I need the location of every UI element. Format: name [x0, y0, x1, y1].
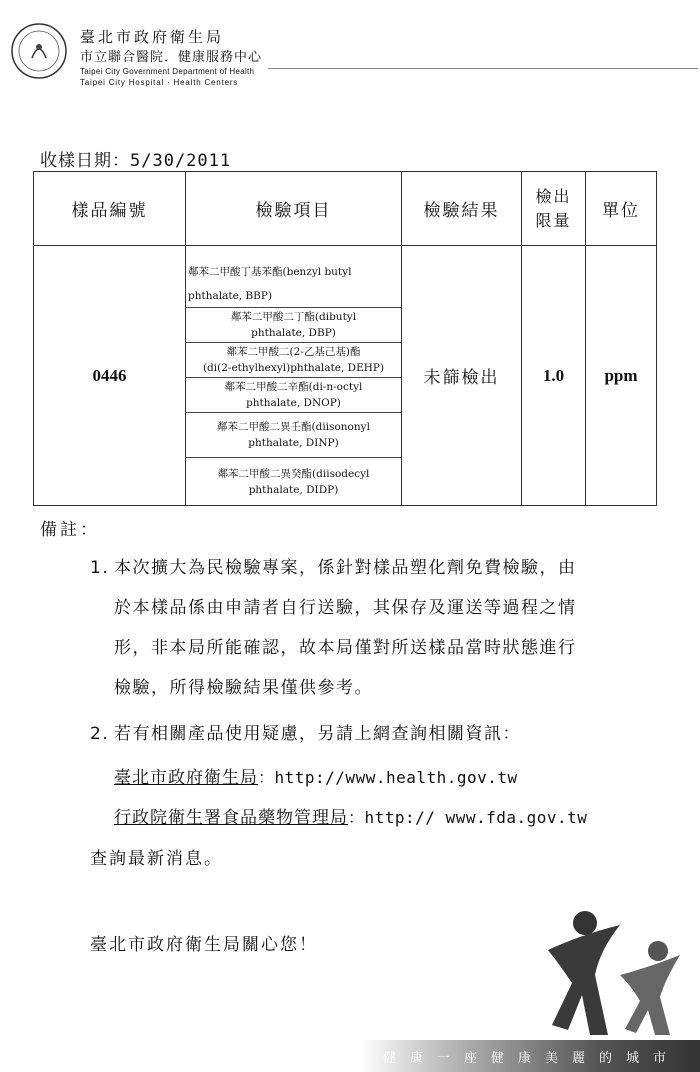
remarks-title: 備註：: [40, 520, 100, 540]
test-item-dehp: 鄰苯二甲酸二(2-乙基己基)酯 (di(2-ethylhexyl)phthalate, DEHP): [186, 343, 401, 378]
fda-url: ：http:// www.fda.gov.tw: [348, 808, 588, 827]
note-1-number: 1.: [90, 558, 110, 578]
healthy-city-figures-logo-icon: [540, 905, 690, 1045]
health-dept-link-line: [114, 763, 518, 788]
header-detection-limit: [522, 172, 586, 246]
receipt-date: 收樣日期：5/30/2011: [40, 151, 232, 171]
unit-cell: ppm: [586, 246, 657, 506]
note-1-line-4: 檢驗，所得檢驗結果僅供參考。: [114, 678, 373, 698]
remark-note-1: [90, 548, 660, 708]
test-item-didp: 鄰苯二甲酸二異癸酯(diisodecyl phthalate, DIDP): [217, 467, 370, 496]
remark-note-2: [90, 714, 660, 754]
header-unit: 單位: [586, 172, 657, 246]
closing-statement: 臺北市政府衛生局關心您！: [90, 935, 318, 955]
header-sample-id: 樣品編號: [34, 172, 186, 246]
note-1-line-3: 形，非本局所能確認，故本局僅對所送樣品當時狀態進行: [114, 638, 577, 658]
org-name-english: Taipei City Government Department of Health: [80, 67, 255, 76]
sample-id-cell: 0446: [34, 246, 186, 506]
health-dept-url: ：http://www.health.gov.tw: [258, 768, 518, 787]
results-table: [33, 171, 657, 506]
note-2-line-1: 若有相關產品使用疑慮，另請上網查詢相關資訊：: [114, 724, 521, 744]
fda-link-line: [114, 803, 587, 828]
org-subname-chinese: 市立聯合醫院．健康服務中心: [80, 50, 263, 65]
org-subname-english: Taipei City Hospital · Health Centers: [80, 78, 239, 87]
check-latest-news: 查詢最新消息。: [90, 849, 223, 869]
limit-cell: 1.0: [522, 246, 586, 506]
test-items-cell: [186, 246, 402, 506]
health-dept-label: 臺北市政府衛生局: [114, 768, 258, 788]
test-item-bbp: 鄰苯二甲酸丁基苯酯(benzyl butyl phthalate, BBP): [186, 246, 401, 308]
header-divider: [268, 68, 698, 69]
test-item-dnop: 鄰苯二甲酸二辛酯(di-n-octyl phthalate, DNOP): [186, 378, 401, 413]
footer-banner: [360, 1040, 700, 1072]
table-row: [34, 246, 657, 506]
result-cell: 未篩檢出: [402, 246, 522, 506]
header-limit-line2: 限量: [535, 210, 572, 230]
note-2-number: 2.: [90, 724, 110, 744]
header-test-item: 檢驗項目: [186, 172, 402, 246]
test-item-dbp: 鄰苯二甲酸二丁酯(dibutyl phthalate, DBP): [186, 308, 401, 343]
footer-slogan: 健康一座健康美麗的城市: [382, 1051, 680, 1066]
header-limit-line1: 檢出: [535, 186, 572, 206]
letterhead: [8, 18, 698, 98]
note-1-line-2: 於本樣品係由申請者自行送驗，其保存及運送等過程之情: [114, 598, 577, 618]
note-1-line-1: 本次擴大為民檢驗專案，係針對樣品塑化劑免費檢驗，由: [114, 558, 577, 578]
org-name-chinese: 臺北市政府衛生局: [80, 28, 225, 46]
health-department-seal-icon: [10, 22, 68, 80]
fda-label: 行政院衛生署食品藥物管理局: [114, 808, 348, 828]
header-result: 檢驗結果: [402, 172, 522, 246]
table-header-row: [34, 172, 657, 246]
test-item-dinp: 鄰苯二甲酸二異壬酯(diisononyl phthalate, DINP): [186, 413, 401, 458]
